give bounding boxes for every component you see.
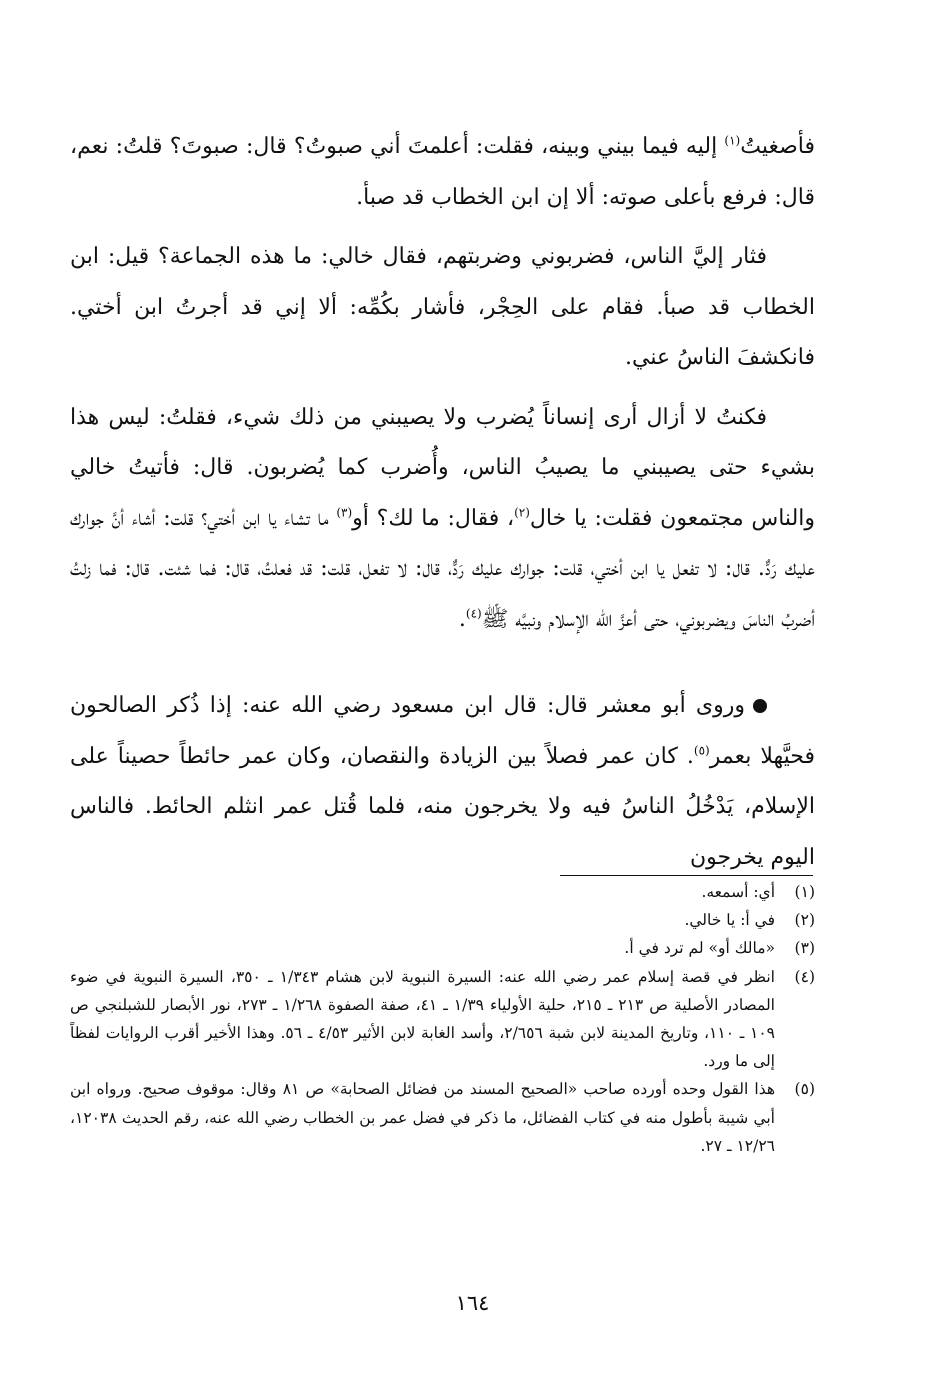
footnote (70, 963, 815, 1076)
footnote-text: انظر في قصة إسلام عمر رضي الله عنه: السيرة النبوية لابن هشام ١/٣٤٣ ـ ٣٥٠، السيرة النبوية في ضوء المصادر الأصلية ص ٢١٣ ـ ٢١٥، حلية الأولياء ١/٣٩ ـ ٤١، صفة الصفوة ١/٢٦٨ ـ ٢٧٣، نور الأبصار للشبلنجي ص ١٠٩ ـ ١١٠، وتاريخ المدينة لابن شبة ٢/٦٥٦، وأسد الغابة لابن الأثير ٤/٥٣ ـ ٥٦. وهذا الأخير أقرب الروايات لفظاً إلى ما ورد. (70, 967, 775, 1071)
paragraph (70, 681, 815, 883)
footnote-ref: (٤) (465, 606, 482, 621)
page-number: ١٦٤ (455, 1291, 490, 1315)
footnote-number: (٥) (794, 1080, 815, 1099)
paragraph (70, 232, 815, 384)
text-run: ما تشاء يا ابن أختي؟ قلت: أشاء أنَّ جوارك عليك رَدٌّ. قال: لا تفعل يا ابن أختي، قلت: جوارك عليك رَدٌّ، قال: لا تفعل، قلت: قد فعلتُ، قال: فما شئت. قال: فما زلتُ أضربُ الناسَ ويضربوني، حتى أعزَّ الله الإسلام ونبيَّه ﷺ (70, 505, 815, 632)
footnote-ref: (٥) (693, 743, 710, 758)
footnote-text: «مالك أو» لم ترد في أ. (624, 939, 775, 958)
footnote-text: في أ: يا خالي. (684, 911, 775, 930)
footnote (70, 934, 815, 962)
footnote-ref: (٢) (514, 505, 530, 520)
footnote-number: (٤) (794, 967, 815, 986)
footnote (70, 1075, 815, 1160)
text-run: فثار إليَّ الناس، فضربوني وضربتهم، فقال خالي: ما هذه الجماعة؟ قيل: ابن الخطاب قد صبأ. فقام على الحِجْر، فأشار بكُمِّه: ألا إني قد أجرتُ ابن أختي. فانكشفَ الناسُ عني. (70, 244, 815, 370)
footnotes (70, 878, 815, 1160)
text-run: فكنتُ لا أزال أرى إنساناً يُضرب ولا يصيبني من ذلك شيء، فقلتُ: ليس هذا بشيء حتى يصيبني ما يصيبُ الناس، وأُضرب كما يُضربون. قال: فأتيتُ خالي والناس مجتمعون فقلت: يا خال (70, 404, 816, 531)
footnote (70, 878, 815, 906)
footnote (70, 906, 815, 934)
paragraph (70, 122, 815, 223)
bullet-icon (753, 699, 767, 713)
footnote-number: (١) (794, 883, 815, 901)
footnote-separator (560, 875, 813, 876)
main-text (70, 122, 815, 883)
text-run: فأصغيتُ (740, 134, 815, 159)
footnote-number: (٣) (794, 939, 815, 958)
footnote-number: (٢) (794, 911, 815, 930)
footnote-ref: (٣) (336, 505, 353, 520)
footnote-ref: (١) (724, 133, 741, 148)
text-run: ، فقال: ما لك؟ أو (352, 505, 515, 531)
footnote-text: هذا القول وحده أورده صاحب «الصحيح المسند من فضائل الصحابة» ص ٨١ وقال: موقوف صحيح. ورواه ابن أبي شيبة بأطول منه في كتاب الفضائل، ما ذكر في فضل عمر بن الخطاب رضي الله عنه، رقم الحديث ١٢٠٣٨، ١٢/٢٦ ـ ٢٧. (70, 1080, 776, 1155)
footnote-text: أي: أسمعه. (701, 883, 775, 901)
text-run: إليه فيما بيني وبينه، فقلت: أعلمتَ أني صبوتُ؟ قال: صبوتَ؟ قلتُ: نعم، قال: فرفع بأعلى صوته: ألا إن ابن الخطاب قد صبأ. (70, 134, 815, 210)
paragraph (70, 393, 815, 646)
text-run: وروى أبو معشر قال: قال ابن مسعود رضي الله عنه: إذا ذُكر الصالحون فحيَّهلا بعمر (70, 693, 815, 769)
text-run: . كان عمر فصلاً بين الزيادة والنقصان، وكان عمر حائطاً حصيناً على الإسلام، يَدْخُلُ الناسُ فيه ولا يخرجون منه، فلما قُتل عمر انثلم الحائط. فالناس اليوم يخرجون (70, 743, 815, 870)
text-run: . (458, 606, 466, 632)
